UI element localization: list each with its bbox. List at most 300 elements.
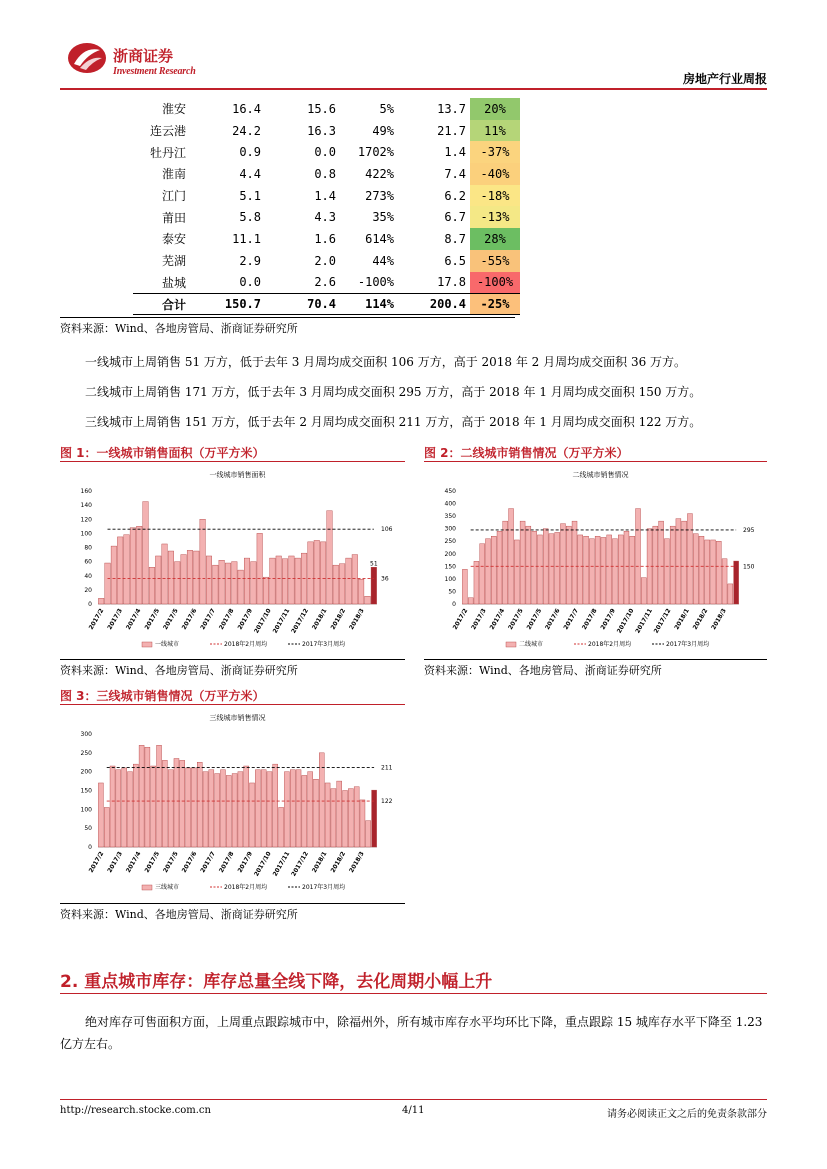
x-tick-label: 2017/10 (253, 607, 273, 635)
legend-line-high: 2017年3月周均 (666, 641, 710, 648)
chart-tier3 (60, 706, 405, 901)
bar (308, 772, 313, 847)
bar (514, 540, 519, 604)
bar (480, 544, 485, 604)
x-tick-label: 2017/3 (106, 607, 124, 631)
table-source: 资料来源：Wind、各地房管局、浙商证券研究所 (60, 322, 298, 335)
bar (352, 555, 358, 604)
cell-city: 江门 (161, 189, 186, 204)
bar (313, 779, 318, 847)
fig3-bottom-rule (60, 903, 405, 904)
footer-rule (60, 1099, 767, 1100)
paragraph-tier1: 一线城市上周销售 51 万方，低于去年 3 月周均成交面积 106 万方，高于 2018 年 2 月周均成交面积 36 万方。 (85, 355, 687, 369)
company-name-en: Investment Research (113, 66, 196, 77)
x-tick-label: 2017/5 (143, 850, 162, 874)
bar (670, 526, 675, 604)
bar (186, 768, 191, 847)
table-row (133, 185, 520, 207)
cell-e: -25% (470, 293, 520, 315)
x-tick-label: 2018/3 (710, 607, 728, 631)
bar (532, 531, 537, 604)
x-tick-label: 2018/2 (329, 607, 348, 631)
bar (491, 536, 496, 604)
cell-e: -18% (470, 185, 520, 207)
bar (155, 556, 161, 604)
fig1-title: 图 1：一线城市销售面积（万平方米） (60, 446, 265, 460)
bar (200, 519, 206, 604)
x-tick-label: 2017/2 (451, 607, 470, 631)
bar (520, 521, 525, 604)
x-tick-label: 2018/3 (348, 607, 366, 631)
cell-a: 24.2 (232, 123, 261, 138)
y-tick-label: 250 (80, 749, 92, 757)
table-row (133, 98, 520, 120)
cell-city: 牡丹江 (149, 145, 186, 160)
bar (251, 562, 257, 604)
cell-b: 4.3 (314, 210, 336, 225)
bar (215, 774, 220, 847)
bar (206, 556, 212, 604)
x-tick-label: 2018/3 (348, 850, 366, 874)
cell-city: 莆田 (161, 210, 186, 225)
fig3-source: 资料来源：Wind、各地房管局、浙商证券研究所 (60, 908, 298, 921)
y-tick-label: 20 (84, 586, 92, 594)
y-tick-label: 350 (444, 513, 456, 521)
bar (238, 772, 243, 847)
x-tick-label: 2017/6 (544, 607, 562, 631)
company-name: 浙商证券 (113, 47, 174, 65)
bar (682, 521, 687, 604)
bar (191, 768, 196, 847)
x-tick-label: 2017/7 (199, 850, 217, 874)
x-tick-label: 2017/12 (652, 607, 673, 635)
x-tick-label: 2017/4 (488, 607, 507, 631)
x-tick-label: 2017/11 (271, 850, 292, 878)
y-tick-label: 400 (444, 500, 456, 508)
x-tick-label: 2017/11 (271, 607, 292, 635)
section-title: 2. 重点城市库存：库存总量全线下降，去化周期小幅上升 (60, 972, 493, 992)
bar (151, 766, 156, 847)
bar (333, 565, 339, 604)
fig2-rule (424, 461, 767, 462)
bar (624, 531, 629, 604)
section-rule (60, 993, 767, 994)
bar (325, 783, 330, 847)
cell-e: -37% (470, 141, 520, 163)
bar (244, 766, 249, 847)
y-tick-label: 0 (88, 844, 92, 851)
x-tick-label: 2017/10 (615, 607, 636, 635)
bar (149, 567, 155, 604)
bar (157, 745, 162, 847)
x-tick-label: 2017/5 (525, 607, 544, 631)
cell-d: 17.8 (437, 275, 466, 290)
x-tick-label: 2017/7 (562, 607, 581, 631)
bar (360, 800, 365, 847)
bar (699, 536, 704, 604)
fig3-rule (60, 704, 405, 705)
bar (641, 578, 646, 604)
cell-a: 5.1 (239, 188, 261, 203)
bar (187, 550, 193, 604)
cell-b: 70.4 (265, 293, 340, 315)
cell-c: 35% (372, 210, 394, 225)
legend-series-name: 三线城市 (155, 884, 180, 891)
cell-a: 11.1 (232, 231, 261, 246)
cell-a: 2.9 (239, 253, 261, 268)
x-tick-label: 2017/7 (199, 607, 217, 631)
bar (279, 807, 284, 847)
cell-e: -13% (470, 206, 520, 228)
paragraph-tier3: 三线城市上周销售 151 万方，低于去年 2 月周均成交面积 211 万方，高于 2018 年 1 月周均成交面积 122 万方。 (85, 415, 702, 429)
bar (526, 526, 531, 604)
bar (162, 544, 168, 604)
bar (168, 770, 173, 847)
bar (595, 536, 600, 604)
chart-title: 一线城市销售面积 (209, 471, 266, 479)
bar (127, 772, 132, 847)
x-tick-label: 2017/2 (87, 850, 106, 874)
bar (270, 558, 276, 604)
cell-city: 淮南 (161, 167, 186, 182)
legend-line-high: 2017年3月周均 (302, 641, 346, 648)
bar (474, 561, 479, 604)
fig1-source: 资料来源：Wind、各地房管局、浙商证券研究所 (60, 664, 298, 677)
bar (110, 766, 115, 847)
cell-e: -55% (470, 250, 520, 272)
bar (263, 577, 269, 604)
bar (653, 526, 658, 604)
bar (174, 562, 180, 604)
report-type: 房地产行业周报 (682, 72, 767, 86)
bar (314, 540, 320, 604)
y-tick-label: 150 (444, 563, 456, 571)
y-tick-label: 0 (452, 601, 456, 608)
bar (612, 539, 617, 604)
bar (139, 745, 144, 847)
cell-e: -40% (470, 163, 520, 185)
x-tick-label: 2017/9 (236, 607, 255, 631)
x-tick-label: 2017/2 (87, 607, 106, 631)
legend-series-name: 二线城市 (519, 641, 544, 648)
cell-c: 273% (365, 188, 394, 203)
cell-b: 16.3 (307, 123, 336, 138)
cell-a: 4.4 (239, 166, 261, 181)
y-tick-label: 120 (80, 516, 92, 524)
legend-bar-swatch (142, 885, 152, 890)
x-tick-label: 2017/5 (162, 850, 180, 874)
bar (485, 539, 490, 604)
x-tick-label: 2017/6 (180, 850, 199, 874)
chart-tier2 (424, 463, 767, 658)
x-tick-label: 2017/9 (236, 850, 255, 874)
x-tick-label: 2018/1 (310, 850, 329, 874)
bar (145, 747, 150, 847)
bar (630, 536, 635, 604)
y-tick-label: 200 (444, 550, 456, 558)
bar (722, 559, 727, 604)
y-tick-label: 140 (80, 502, 92, 510)
x-tick-label: 2018/2 (691, 607, 710, 631)
x-tick-label: 2017/8 (580, 607, 599, 631)
bar (636, 509, 641, 604)
bar (601, 537, 606, 604)
bar (194, 551, 200, 604)
cell-c: 5% (379, 101, 394, 116)
bar (348, 789, 353, 847)
bar (116, 770, 121, 847)
cell-c: 614% (365, 231, 394, 246)
bar (225, 563, 231, 604)
y-tick-label: 300 (444, 525, 456, 533)
bar (203, 772, 208, 847)
bar (257, 533, 263, 604)
y-tick-label: 300 (80, 731, 92, 738)
x-tick-label: 2017/3 (470, 607, 488, 631)
bar (372, 790, 377, 847)
footer-disclaimer: 请务必阅读正文之后的免责条款部分 (607, 1109, 767, 1120)
bar (687, 514, 692, 604)
cell-e: -100% (470, 272, 520, 294)
bar (130, 528, 136, 604)
bar (238, 570, 244, 604)
y-tick-label: 160 (80, 488, 92, 495)
table-row (133, 141, 520, 163)
bar (105, 563, 111, 604)
bar (197, 762, 202, 847)
cell-d: 7.4 (444, 166, 466, 181)
line-label-high: 211 (381, 764, 393, 772)
table-bottom-rule (60, 317, 515, 318)
bar (220, 770, 225, 847)
bar (122, 768, 127, 847)
legend-bar-swatch (506, 642, 516, 647)
bar (462, 569, 467, 604)
bar (578, 535, 583, 604)
bar (705, 540, 710, 604)
cell-a: 150.7 (190, 293, 265, 315)
x-tick-label: 2017/11 (634, 607, 654, 635)
bar (168, 551, 174, 604)
bar (327, 511, 333, 604)
city-sales-table (133, 98, 520, 315)
line-label-high: 295 (743, 526, 755, 534)
y-tick-label: 200 (80, 768, 92, 776)
line-label-low: 150 (743, 563, 755, 571)
bar (136, 526, 142, 604)
table-row (133, 206, 520, 228)
legend-series-name: 一线城市 (155, 641, 180, 648)
bar (339, 564, 345, 604)
bar (250, 783, 255, 847)
legend-line-low: 2018年2月周均 (224, 884, 268, 891)
bar (319, 753, 324, 847)
bar (232, 562, 238, 604)
bar (728, 584, 733, 604)
y-tick-label: 50 (84, 825, 92, 833)
bar (734, 561, 739, 604)
legend-bar-swatch (142, 642, 152, 647)
bar (232, 774, 237, 847)
fig2-source: 资料来源：Wind、各地房管局、浙商证券研究所 (424, 664, 662, 677)
bar (664, 539, 669, 604)
bar (497, 531, 502, 604)
chart-title: 三线城市销售情况 (209, 714, 266, 722)
cell-d: 6.2 (444, 188, 466, 203)
cell-city: 盐城 (161, 275, 186, 290)
bar (143, 502, 149, 604)
bar (308, 542, 314, 604)
bar (509, 509, 514, 604)
cell-b: 15.6 (307, 101, 336, 116)
bar (124, 535, 130, 604)
x-tick-label: 2017/6 (180, 607, 199, 631)
line-label-low: 36 (381, 575, 389, 583)
y-tick-label: 250 (444, 538, 456, 546)
cell-city: 泰安 (161, 232, 186, 247)
bar (180, 760, 185, 847)
bar (284, 772, 289, 847)
fig2-title: 图 2：二线城市销售情况（万平方米） (424, 446, 629, 460)
bar (343, 791, 348, 848)
company-logo (66, 40, 108, 76)
bar (282, 559, 288, 604)
cell-b: 0.8 (314, 166, 336, 181)
cell-e: 20% (470, 98, 520, 120)
chart-title: 二线城市销售情况 (572, 471, 629, 479)
y-tick-label: 60 (84, 558, 92, 566)
cell-b: 2.6 (314, 275, 336, 290)
paragraph-tier2: 二线城市上周销售 171 万方，低于去年 3 月周均成交面积 295 万方，高于 2018 年 1 月周均成交面积 150 万方。 (85, 385, 702, 399)
bar (354, 787, 359, 847)
cell-b: 2.0 (314, 253, 336, 268)
bar (618, 535, 623, 604)
x-tick-label: 2017/8 (217, 607, 236, 631)
cell-d: 6.5 (444, 253, 466, 268)
cell-city: 淮安 (161, 102, 186, 117)
bar (561, 524, 566, 604)
fig1-rule (60, 461, 405, 462)
table-row (133, 272, 520, 294)
bar (320, 542, 326, 604)
bar (181, 555, 187, 604)
y-tick-label: 0 (88, 601, 92, 608)
table-row (133, 163, 520, 185)
x-tick-label: 2017/12 (290, 850, 310, 878)
x-tick-label: 2017/9 (599, 607, 618, 631)
cell-c: 1702% (357, 145, 394, 160)
table-row (133, 228, 520, 250)
cell-b: 1.4 (314, 188, 336, 203)
bar (273, 764, 278, 847)
bar (209, 770, 214, 847)
table-total-row (133, 293, 520, 315)
bar (289, 556, 295, 604)
bar (584, 536, 589, 604)
bar (255, 770, 260, 847)
cell-b: 0.0 (314, 145, 336, 160)
x-tick-label: 2017/4 (124, 850, 143, 874)
bar (331, 789, 336, 847)
fig3-title: 图 3：三线城市销售情况（万平方米） (60, 689, 265, 703)
y-tick-label: 80 (84, 544, 92, 552)
cell-c: -100% (357, 275, 394, 290)
cell-d: 6.7 (444, 210, 466, 225)
bar (358, 579, 364, 604)
cell-d: 8.7 (444, 231, 466, 246)
bar (549, 534, 554, 604)
cell-e: 11% (470, 120, 520, 142)
fig2-bottom-rule (424, 659, 767, 660)
bar (711, 540, 716, 604)
bar (659, 521, 664, 604)
cell-city: 芜湖 (161, 254, 186, 269)
cell-b: 1.6 (314, 231, 336, 246)
y-tick-label: 150 (80, 787, 92, 795)
line-label-high: 106 (381, 526, 393, 534)
bar (566, 526, 571, 604)
header-rule (60, 88, 767, 90)
bar (503, 521, 508, 604)
cell-c: 114% (340, 293, 398, 315)
bar (302, 775, 307, 847)
x-tick-label: 2017/12 (290, 607, 310, 635)
table-row (133, 250, 520, 272)
x-tick-label: 2018/2 (329, 850, 348, 874)
y-tick-label: 40 (84, 572, 92, 580)
x-tick-label: 2017/10 (253, 850, 273, 878)
bar (296, 770, 301, 847)
x-tick-label: 2017/5 (162, 607, 180, 631)
legend-line-low: 2018年2月周均 (588, 641, 632, 648)
bar (213, 565, 219, 604)
cell-d: 1.4 (444, 145, 466, 160)
cell-c: 49% (372, 123, 394, 138)
bar (98, 598, 104, 604)
bar (267, 772, 272, 847)
cell-d: 13.7 (437, 101, 466, 116)
bar (365, 596, 371, 604)
bar (219, 560, 225, 604)
y-tick-label: 50 (448, 588, 456, 596)
bar (607, 535, 612, 604)
cell-e: 28% (470, 228, 520, 250)
bar (676, 519, 681, 604)
y-tick-label: 100 (80, 530, 92, 538)
bar (261, 770, 266, 847)
footer-url[interactable]: http://research.stocke.com.cn (60, 1105, 211, 1116)
bar (290, 770, 295, 847)
bar (572, 521, 577, 604)
bar (276, 556, 282, 604)
y-tick-label: 100 (80, 806, 92, 814)
cell-c: 422% (365, 166, 394, 181)
bar (346, 558, 352, 604)
table-row (133, 120, 520, 142)
cell-d: 21.7 (437, 123, 466, 138)
bar (337, 781, 342, 847)
bar (133, 764, 138, 847)
x-tick-label: 2018/1 (310, 607, 329, 631)
bar (537, 535, 542, 604)
bar (98, 783, 103, 847)
x-tick-label: 2017/5 (507, 607, 525, 631)
bar (716, 541, 721, 604)
cell-a: 0.0 (239, 275, 261, 290)
bar (468, 598, 473, 604)
x-tick-label: 2017/5 (143, 607, 162, 631)
bar (104, 807, 109, 847)
